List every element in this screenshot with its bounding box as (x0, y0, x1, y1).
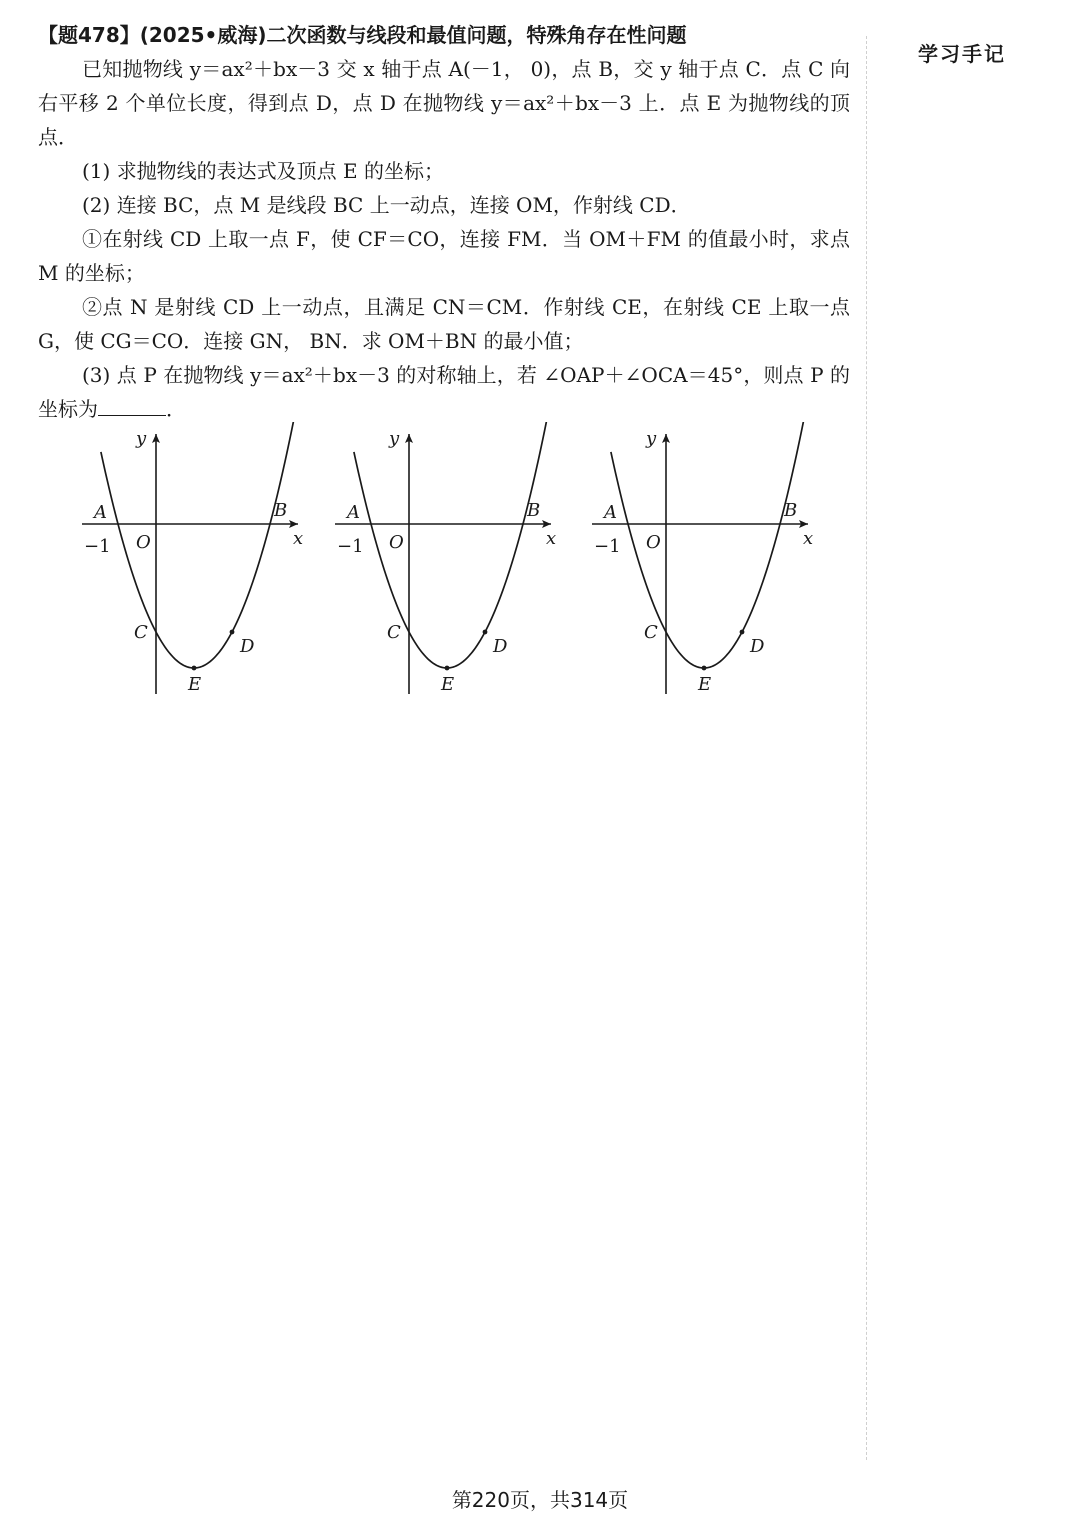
sidebar-divider (866, 36, 867, 1460)
minus-one-label: −1 (594, 536, 621, 557)
parabola-graph (70, 422, 320, 712)
point-c-label: C (644, 622, 658, 643)
origin-label: O (136, 532, 151, 553)
question-2-part-1: ①在射线 CD 上取一点 F，使 CF＝CO，连接 FM．当 OM＋FM 的值最小时，求点 M 的坐标； (38, 227, 850, 285)
y-axis-label: y (389, 428, 400, 449)
question-3-text: (3) 点 P 在抛物线 y＝ax²＋bx－3 的对称轴上，若 ∠OAP＋∠OCA＝45°，则点 P 的坐标为 (38, 363, 850, 421)
point-b-label: B (274, 500, 288, 521)
parabola-figure-1 (70, 422, 320, 712)
question-3 (38, 358, 850, 426)
point-e-dot (702, 666, 707, 671)
parabola-graph (323, 422, 573, 712)
minus-one-label: −1 (84, 536, 111, 557)
point-e-dot (192, 666, 197, 671)
origin-label: O (389, 532, 404, 553)
point-a-label: A (347, 502, 360, 523)
parabola-figure-2 (323, 422, 573, 712)
y-axis-label: y (646, 428, 657, 449)
answer-blank (98, 395, 166, 416)
question-2-part-2: ②点 N 是射线 CD 上一动点，且满足 CN＝CM．作射线 CE，在射线 CE 上取一点 G，使 CG＝CO．连接 GN， BN．求 OM＋BN 的最小值； (38, 295, 850, 353)
figure-row (70, 422, 850, 712)
parabola-graph (580, 422, 830, 712)
x-axis-label: x (803, 528, 814, 549)
minus-one-label: −1 (337, 536, 364, 557)
question-2: (2) 连接 BC，点 M 是线段 BC 上一动点，连接 OM，作射线 CD． (82, 193, 691, 217)
point-d-label: D (493, 636, 508, 657)
x-axis-label: x (546, 528, 557, 549)
point-e-label: E (188, 674, 202, 695)
point-e-label: E (441, 674, 455, 695)
parabola-figure-3 (580, 422, 830, 712)
point-e-dot (445, 666, 450, 671)
point-b-label: B (784, 500, 798, 521)
sidebar-title: 学习手记 (918, 42, 1006, 66)
point-e-label: E (698, 674, 712, 695)
x-axis-label: x (293, 528, 304, 549)
question-3-end: ． (166, 397, 186, 421)
point-d-dot (483, 630, 488, 635)
point-c-label: C (134, 622, 148, 643)
point-d-label: D (240, 636, 255, 657)
y-axis-label: y (136, 428, 147, 449)
point-d-dot (740, 630, 745, 635)
problem-title: 【题478】(2025•威海)二次函数与线段和最值问题，特殊角存在性问题 (38, 23, 687, 47)
point-d-dot (230, 630, 235, 635)
point-c-label: C (387, 622, 401, 643)
question-1: (1) 求抛物线的表达式及顶点 E 的坐标； (82, 159, 445, 183)
point-a-label: A (94, 502, 107, 523)
problem-section (38, 18, 850, 426)
point-d-label: D (750, 636, 765, 657)
point-a-label: A (604, 502, 617, 523)
origin-label: O (646, 532, 661, 553)
page-number: 第220页，共314页 (451, 1488, 629, 1512)
problem-statement: 已知抛物线 y＝ax²＋bx－3 交 x 轴于点 A(－1， 0)，点 B，交 y 轴于点 C．点 C 向右平移 2 个单位长度，得到点 D，点 D 在抛物线 y＝ax²＋bx－3 上．点 E 为抛物线的顶点． (38, 57, 850, 149)
point-b-label: B (527, 500, 541, 521)
